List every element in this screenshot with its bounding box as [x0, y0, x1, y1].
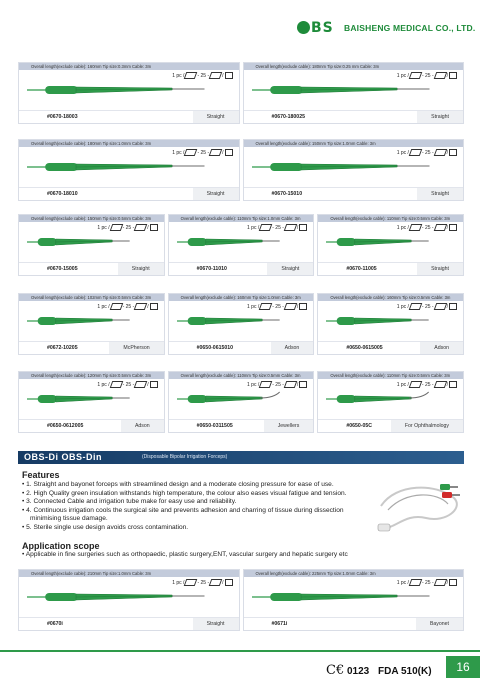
pack-count: - 25 -: [197, 72, 210, 79]
card-footer: [19, 262, 164, 275]
forceps-image: [27, 386, 134, 412]
box-icon: [150, 381, 158, 388]
pack-sep: /: [446, 381, 448, 388]
spec-text: Overall length(exclude cable): 110mm Tip size:0.5mm Cable: 3m: [169, 372, 314, 379]
card-footer: [318, 262, 463, 275]
product-type: Straight: [118, 263, 164, 275]
features-title: Features: [22, 470, 60, 480]
forceps-image: [27, 584, 209, 610]
product-card: [243, 62, 465, 124]
features-list: [22, 481, 374, 532]
product-row: [18, 371, 464, 433]
pack-count: - 25 -: [421, 149, 434, 156]
feature-item: • 1. Straight and bayonet forceps with streamlined design and a moderate closing pressure for ease of use.: [22, 481, 334, 488]
spec-text: Overall length(exclude cable): 160mm Tip size:1.0mm Cable: 3m: [169, 294, 314, 301]
spec-text: Overall length(exclude cable): 160mm Tip size:0.5mm Cable: 3m: [318, 294, 463, 301]
card-footer: [318, 341, 463, 354]
forceps-image: [27, 229, 134, 255]
forceps-image: [27, 77, 209, 103]
pouch-icon: [209, 72, 223, 79]
pack-count: - 25 -: [421, 381, 434, 388]
product-type: Straight: [417, 263, 463, 275]
product-row: [18, 214, 464, 276]
card-footer: [169, 341, 314, 354]
product-card: [243, 569, 465, 631]
pack-sep: /: [446, 72, 448, 79]
spec-text: Overall length(exclude cable): 110mm Tip size:0.5mm Cable: 3m: [318, 215, 463, 222]
pack-qty: 1 pc /: [247, 303, 260, 310]
pack-sep: /: [446, 224, 448, 231]
pack-count: - 25 -: [122, 224, 135, 231]
feature-item: • 5. Sterile single use design avoids cross contamination.: [22, 523, 189, 531]
product-code: #0650-0311505: [196, 423, 233, 429]
pack-qty: 1 pc /: [396, 381, 409, 388]
pack-qty: 1 pc /: [97, 224, 110, 231]
forceps-image: [252, 77, 434, 103]
pack-sep: /: [222, 579, 224, 586]
pack-count: - 25 -: [272, 381, 284, 388]
pack-count: - 25 -: [197, 579, 210, 586]
pack-count: - 25 -: [272, 303, 284, 310]
card-footer: [169, 262, 314, 275]
pouch-icon: [134, 224, 148, 231]
pouch-icon: [134, 381, 148, 388]
product-card: [18, 569, 240, 631]
pack-qty: 1 pc /: [247, 381, 260, 388]
box-icon: [446, 224, 457, 231]
logo-circle-icon: [297, 21, 310, 34]
pack-qty: 1 pc /: [396, 303, 409, 310]
product-code: #0670-11005: [346, 266, 377, 272]
box-icon: [446, 303, 457, 310]
box-icon: [296, 224, 307, 231]
logo-text: BS: [311, 20, 334, 36]
product-code: #0672-10205: [47, 345, 78, 351]
box-icon: [225, 149, 233, 156]
card-footer: [169, 419, 314, 432]
pouch-icon: [284, 224, 298, 231]
spec-text: Overall length(exclude cable): 180mm Tip size:0.25 mm Cable: 3m: [244, 63, 464, 70]
product-type: Straight: [417, 188, 463, 200]
product-code: #0670-11010: [196, 266, 227, 272]
product-card: [317, 214, 464, 276]
product-type: Adson: [420, 342, 463, 354]
product-card: [168, 371, 315, 433]
forceps-image: [252, 154, 434, 180]
pack-qty: 1 pc /: [396, 72, 409, 79]
forceps-image: [177, 386, 284, 412]
spec-text: Overall length(exclude cable): 210mm Tip size:1.0mm Cable: 3m: [19, 570, 239, 577]
product-code: #0650-0615005: [346, 345, 383, 351]
pack-qty: 1 pc /: [172, 149, 185, 156]
product-type: Straight: [267, 263, 313, 275]
pack-sep: /: [147, 381, 149, 388]
spec-text: Overall length(exclude cable): 180mm Tip size:1.0mm Cable: 3m: [19, 140, 239, 147]
spec-text: Overall length(exclude cable): 102mm Tip size:0.5mm Cable: 3m: [19, 294, 164, 301]
pack-qty: 1 pc /: [247, 224, 260, 231]
forceps-image: [177, 229, 284, 255]
product-type: Adson: [271, 342, 314, 354]
spec-text: Overall length(exclude cable): 160mm Tip size:0.3mm Cable: 3m: [19, 63, 239, 70]
pouch-icon: [209, 579, 223, 586]
card-footer: [244, 110, 464, 123]
product-type: Straight: [417, 111, 463, 123]
card-footer: [19, 341, 164, 354]
obs-logo: [296, 20, 334, 36]
pack-count: - 25 -: [197, 149, 210, 156]
pack-count: - 25 -: [122, 381, 135, 388]
card-footer: [244, 187, 464, 200]
box-icon: [296, 303, 307, 310]
pack-count: - 25 -: [272, 224, 284, 231]
spec-text: Overall length(exclude cable): 225mm Tip size:1.0mm Cable: 3m: [244, 570, 464, 577]
product-code: #0670-15005: [47, 266, 78, 272]
company-name: BAISHENG MEDICAL CO., LTD.: [344, 23, 476, 33]
forceps-image: [177, 308, 284, 334]
pouch-icon: [134, 303, 148, 310]
pack-count: - 25 -: [421, 224, 434, 231]
product-card: [317, 371, 464, 433]
pack-sep: /: [446, 149, 448, 156]
pack-sep: /: [147, 303, 149, 310]
spec-text: Overall length(exclude cable): 150mm Tip size:1.0mm Cable: 3m: [244, 140, 464, 147]
product-card: [18, 139, 240, 201]
forceps-image: [326, 308, 433, 334]
section-subtitle: (Disposable Bipolar Irrigation Forceps): [142, 454, 228, 460]
spec-text: Overall length(exclude cable): 120mm Tip size:0.5mm Cable: 3m: [19, 372, 164, 379]
section-bar: [18, 451, 464, 464]
pouch-icon: [433, 224, 447, 231]
box-icon: [446, 381, 457, 388]
scope-title: Application scope: [22, 541, 100, 551]
box-icon: [446, 149, 457, 156]
box-icon: [446, 72, 457, 79]
feature-item: • 3. Connected Cable and irrigation tube make for easy use and reliability.: [22, 498, 237, 505]
product-code: #0670-15010: [271, 191, 303, 197]
product-card: [18, 293, 165, 355]
product-code: #0650-0615010: [196, 345, 234, 351]
page-footer: [0, 650, 480, 681]
spec-text: Overall length(exclude cable): 110mm Tip size:1.0mm Cable: 3m: [169, 215, 314, 222]
ce-number: 0123: [347, 666, 370, 677]
product-type: Bayonet: [416, 618, 463, 630]
product-type: Straight: [193, 618, 239, 630]
product-code: #0650-0612005: [47, 423, 84, 429]
page-number: 16: [446, 656, 480, 678]
card-footer: [19, 617, 239, 630]
box-icon: [446, 579, 457, 586]
pack-sep: /: [296, 381, 299, 388]
box-icon: [150, 303, 158, 310]
box-icon: [150, 224, 158, 231]
pack-count: - 25 -: [122, 303, 135, 310]
product-code: #0670-18003: [47, 114, 78, 120]
forceps-image: [27, 308, 134, 334]
pouch-icon: [433, 381, 447, 388]
product-code: #0671i: [271, 621, 288, 627]
product-card: [18, 371, 165, 433]
scope-text: • Applicable in fine surgeries such as orthopaedic, plastic surgery,ENT, vascular surgery and hepatic surgery etc: [22, 551, 348, 558]
pack-qty: 1 pc /: [396, 149, 409, 156]
product-type: McPherson: [109, 342, 163, 354]
box-icon: [296, 381, 307, 388]
product-type: Straight: [193, 111, 239, 123]
forceps-image: [326, 229, 433, 255]
box-icon: [225, 72, 233, 79]
card-footer: [318, 419, 463, 432]
card-footer: [19, 110, 239, 123]
pack-qty: 1 pc /: [396, 224, 409, 231]
feature-item: • 2. High Quality green insulation withstands high temperature, the colour also eases visual fatigue and tension.: [22, 489, 347, 497]
pack-sep: /: [147, 224, 149, 231]
page-header: [0, 18, 480, 42]
pouch-icon: [284, 381, 298, 388]
pack-sep: /: [222, 149, 224, 156]
card-footer: [244, 617, 464, 630]
certification-marks: [326, 663, 432, 678]
pack-sep: /: [222, 72, 224, 79]
pack-qty: 1 pc /: [97, 303, 110, 310]
product-card: [168, 214, 315, 276]
fda-mark: FDA 510(K): [378, 666, 432, 677]
product-card: [243, 139, 465, 201]
pack-qty: 1 pc /: [396, 579, 409, 586]
product-type: Jewellers: [264, 420, 314, 432]
product-code: #0670-180025: [271, 114, 305, 120]
pack-sep: /: [446, 579, 448, 586]
product-row: [18, 139, 464, 201]
pack-count: - 25 -: [421, 303, 434, 310]
spec-text: Overall length(exclude cable): 150mm Tip size:0.5mm Cable: 3m: [19, 215, 164, 222]
pack-sep: /: [296, 224, 299, 231]
product-card: [317, 293, 464, 355]
pouch-icon: [284, 303, 298, 310]
pack-sep: /: [296, 303, 299, 310]
product-code: #0670i: [47, 621, 63, 627]
pack-qty: 1 pc /: [172, 72, 185, 79]
pouch-icon: [433, 149, 447, 156]
product-type: For Ophthalmology: [391, 420, 463, 432]
ce-mark: C€: [326, 663, 345, 678]
forceps-image: [252, 584, 434, 610]
card-footer: [19, 187, 239, 200]
product-code: #0650-05C: [346, 423, 372, 429]
pouch-icon: [433, 303, 447, 310]
pack-sep: /: [446, 303, 448, 310]
bottom-product-row: [18, 569, 464, 631]
product-row: [18, 293, 464, 355]
product-card: [18, 214, 165, 276]
card-footer: [19, 419, 164, 432]
product-type: Straight: [193, 188, 239, 200]
pack-count: - 25 -: [421, 579, 434, 586]
irrigation-tubing-image: [376, 478, 466, 536]
product-card: [168, 293, 315, 355]
pack-qty: 1 pc /: [97, 381, 110, 388]
pouch-icon: [433, 72, 447, 79]
product-card: [18, 62, 240, 124]
spec-text: Overall length(exclude cable): 110mm Tip size:0.5mm Cable: 3m: [318, 372, 463, 379]
pouch-icon: [209, 149, 223, 156]
section-title: OBS-Di OBS-Din: [24, 452, 102, 462]
forceps-image: [326, 386, 433, 412]
pouch-icon: [433, 579, 447, 586]
feature-item: • 4. Continuous irrigation cools the surgical site and prevents adhesion and charring of tissue during dissection minimising tissue damage.: [22, 506, 344, 522]
pack-count: - 25 -: [421, 72, 434, 79]
product-type: Adson: [121, 420, 164, 432]
forceps-image: [27, 154, 209, 180]
product-code: #0670-18010: [47, 191, 78, 197]
box-icon: [225, 579, 233, 586]
pack-qty: 1 pc /: [172, 579, 185, 586]
product-row: [18, 62, 464, 124]
